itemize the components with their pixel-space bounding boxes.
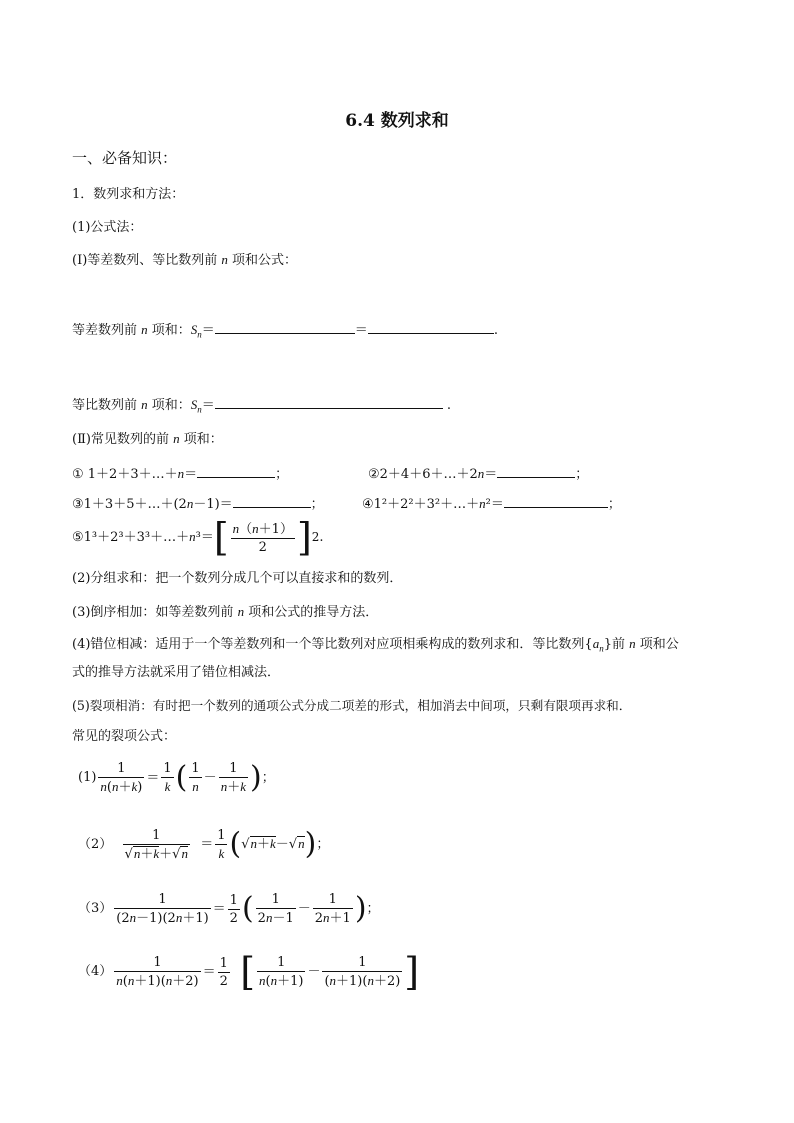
section-heading: 一、必备知识： bbox=[72, 149, 178, 167]
common-sum-5: ⑤1³＋2³＋3³＋…＋n³＝[ $\frac{n(n+1)}{2}$ ]$^2$. bbox=[72, 515, 324, 560]
geo-sum-line: 等比数列前 n 项和：$S_n=$ . bbox=[72, 397, 452, 415]
group-sum: (2)分组求和：把一个数列分成几个可以直接求和的数列． bbox=[72, 571, 403, 586]
arith-blank-1[interactable] bbox=[215, 320, 355, 334]
split-formula-1: (1) $\frac{1}{n(n+k)}$ ＝ $\frac{1}{k}$ ( $\frac{1}{n}$ － $\frac{1}{n+k}$ )； bbox=[78, 760, 275, 795]
blank-4[interactable] bbox=[504, 494, 608, 508]
dislocation-line-2: 式的推导方法就采用了错位相减法． bbox=[72, 665, 281, 680]
sub-heading-i: (Ⅰ)等差数列、等比数列前 n 项和公式： bbox=[72, 252, 298, 268]
common-sum-3: ③1＋3＋5＋…＋(2n－1)＝ ； bbox=[72, 496, 324, 512]
split-terms: (5)裂项相消：有时把一个数列的通项公式分成二项差的形式，相加消去中间项，只剩有限项再求和． bbox=[72, 698, 632, 713]
item-heading: 1．数列求和方法： bbox=[72, 187, 185, 202]
reverse-add: (3)倒序相加：如等差数列前 n 项和公式的推导方法． bbox=[72, 604, 379, 620]
formula-method: (1)公式法： bbox=[72, 220, 143, 235]
blank-1[interactable] bbox=[197, 464, 275, 478]
dislocation-line-1: (4)错位相减：适用于一个等差数列和一个等比数列对应项相乘构成的数列求和．等比数列$\{a_n\}$前 n 项和公 bbox=[72, 636, 679, 654]
split-formula-2: （2） $\frac{1}{√n+k+√n}$ ＝ $\frac{1}{k}$ (√n＋k－√n)； bbox=[78, 826, 330, 862]
split-formula-3: （3） $\frac{1}{(2n-1)(2n+1)}$ ＝ $\frac{1}{2}$ ( $\frac{1}{2n-1}$ － $\frac{1}{2n+1}$ )； bbox=[78, 891, 380, 926]
blank-2[interactable] bbox=[497, 464, 575, 478]
common-sum-1: ① 1＋2＋3＋…＋n＝ ； bbox=[72, 466, 289, 482]
geo-blank[interactable] bbox=[215, 395, 443, 409]
sub-heading-ii: (Ⅱ)常见数列的前 n 项和： bbox=[72, 431, 223, 447]
split-formula-4: （4） $\frac{1}{n(n+1)(n+2)}$ ＝ $\frac{1}{2}$ [ $\frac{1}{n(n+1)}$ － $\frac{1}{(n+1)(n+2)}$ ] bbox=[78, 950, 420, 994]
common-sum-4: ④1²＋2²＋3²＋…＋n²＝ ； bbox=[362, 496, 621, 512]
common-sum-2: ②2＋4＋6＋…＋2n＝ ； bbox=[368, 466, 589, 482]
blank-3[interactable] bbox=[233, 494, 311, 508]
arith-blank-2[interactable] bbox=[368, 320, 494, 334]
arith-sum-line: 等差数列前 n 项和：$S_n=$ ＝ . bbox=[72, 322, 498, 340]
common-split-heading: 常见的裂项公式： bbox=[72, 729, 177, 744]
page-title: 6.4 数列求和 bbox=[345, 111, 449, 131]
